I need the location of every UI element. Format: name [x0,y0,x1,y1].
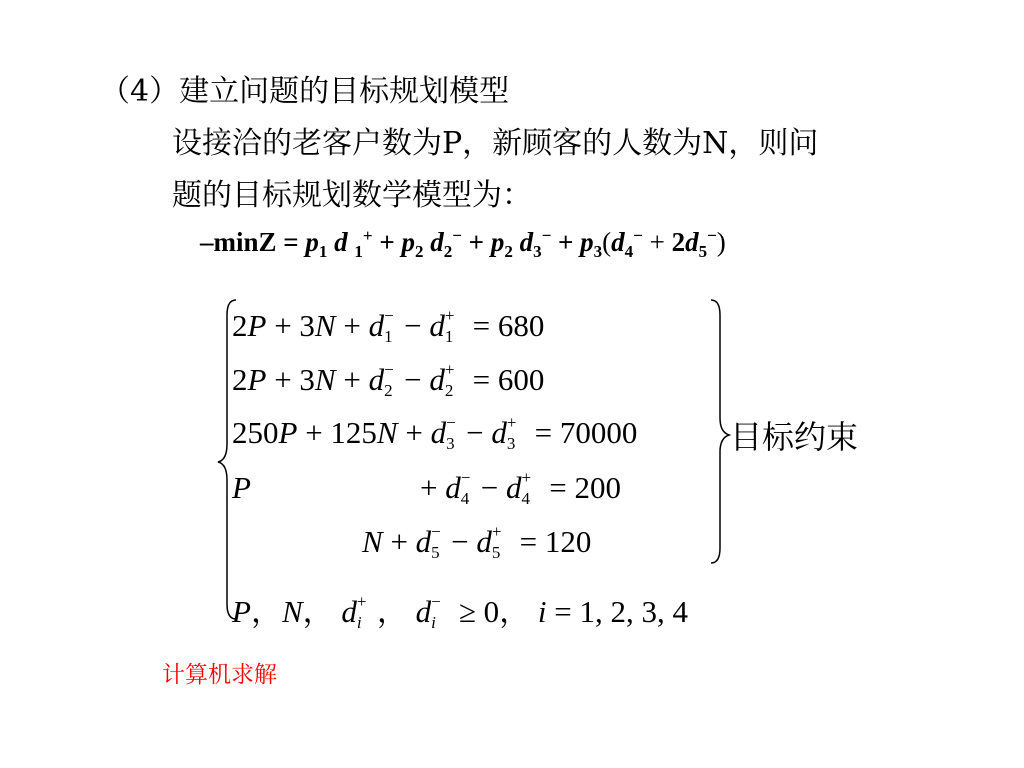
goal-constraint-label: 目标约束 [730,418,859,456]
constraint-4-rest: + d − 4 − d + 4 = 200 [420,467,621,508]
constraint-1-rhs: 680 [497,308,545,343]
computer-solve-link[interactable]: 计算机求解 [162,662,277,688]
objective-function: $-\min Z = p_1$ d $_1^+ + p_2$ $d_2^- + p_2$ $d_3^- + p_3(d_4^- + 2d_5^-)$ [200,226,726,261]
index-values: 1, 2, 3, 4 [579,594,688,629]
section-heading: （4）建立问题的目标规划模型 [100,74,510,109]
intro-line-1: 设接洽的老客户数为P，新顾客的人数为N，则问 [172,126,819,161]
constraint-2-rhs: 600 [497,362,545,397]
objective-prefix: –minZ = [200,227,306,257]
constraint-3-rhs: 70000 [559,415,638,450]
constraint-1: 2P + 3N + d − 1 − d + 1 = 680 [232,305,545,346]
constraint-5-rhs: 120 [544,524,592,559]
constraint-3: 250P + 125N + d − 3 − d + 3 = 70000 [232,412,638,453]
constraint-5: N + d − 5 − d + 5 = 120 [362,521,592,562]
constraint-2: 2P + 3N + d − 2 − d + 2 = 600 [232,359,545,400]
objective-coef: 2 [671,227,686,257]
constraint-4-rhs: 200 [574,470,621,505]
intro-line-2: 题的目标规划数学模型为： [172,178,532,213]
nonnegativity-constraint: P，N， d + i ， d − i ≥ 0， i = 1, 2, 3, 4 [232,591,688,632]
constraint-4: P [232,470,251,505]
